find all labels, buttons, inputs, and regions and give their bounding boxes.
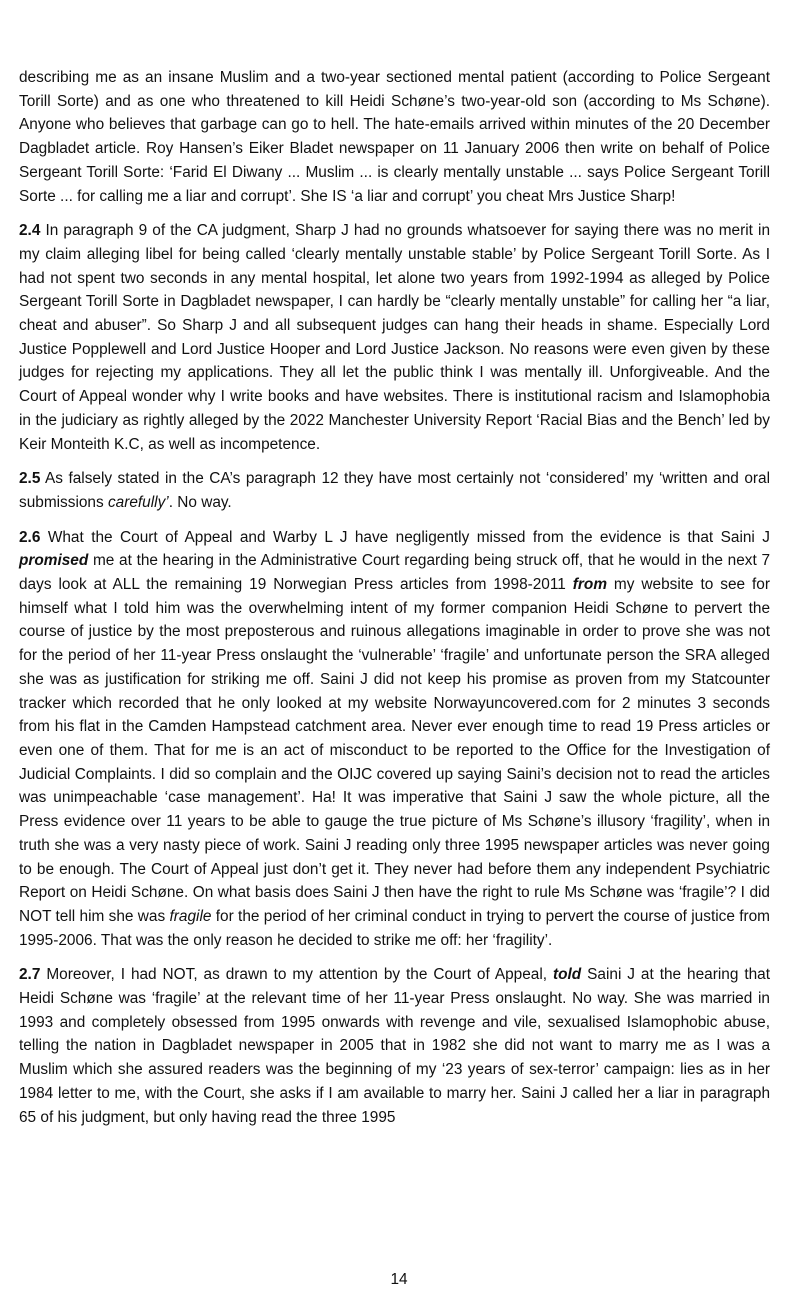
paragraph-text: . No way. (168, 493, 232, 511)
strong-emphasis (573, 576, 607, 593)
paragraph-text: for the period of her criminal conduct in trying to pervert the course of justice from 1995-2006. That was the only reason he decided to strike me off: her ‘fragility’. (19, 907, 770, 949)
paragraph-2-6 (19, 526, 770, 953)
paragraph-text: describing me as an insane Muslim and a two-year sectioned mental patient (according to Police Sergeant Torill Sorte) and as one who threatened to kill Heidi Schøne’s two-year-old son (according to Ms Schøne). Anyone who believes that garbage can go to hell. The hate-emails arrived within minutes of the 20 December Dagbladet article. Roy Hansen’s Eiker Bladet newspaper on 11 January 2006 then write on behalf of Police Sergeant Torill Sorte: ‘Farid El Diwany ... Muslim ... is clearly mentally unstable ... says Police Sergeant Torill Sorte ... for calling me a liar and corrupt’. She IS ‘a liar and corrupt’ you cheat Mrs Justice Sharp! (19, 69, 770, 205)
paragraph-number: 2.5 (19, 470, 41, 488)
emphasis-text: promised (19, 552, 89, 570)
italic-text: carefully’ (107, 493, 169, 511)
paragraph-text: What the Court of Appeal and Warby L J have negligently missed from the evidence is that Saini J (47, 528, 770, 546)
page-number: 14 (390, 1271, 408, 1288)
paragraph-2-4 (19, 219, 770, 456)
paragraph-text: my website to see for himself what I told him was the overwhelming intent of my former companion Heidi Schøne to pervert the course of justice by the most preposterous and ruinous allegations imaginable in order to prove she was not for the period of her 11-year Press onslaught the ‘vulnerable’ ‘fragile’ and unfortunate person the SRA alleged she was as justification for striking me off. Saini J did not keep his promise as proven from my Statcounter tracker which recorded that he only looked at my website Norwayuncovered.com for 2 minutes 3 seconds from his flat in the Camden Hampstead catchment area. Never ever enough time to read 19 Press articles or even one of them. That for me is an act of misconduct to be reported to the Office for the Investigation of Judicial Complaints. I did so complain and the OIJC covered up saying Saini’s decision not to read the articles was unimpeachable ‘case management’. Ha! It was imperative that Saini J saw the whole picture, all the Press evidence over 11 years to be able to gauge the true picture of Ms Schøne’s illusory ‘fragility’, when in truth she was a very nasty piece of work. Saini J reading only three 1995 newspaper articles was never going to be enough. The Court of Appeal just don’t get it. They never had before them any independent Psychiatric Report on Heidi Schøne. On what basis does Saini J then have the right to rule Ms Schøne was ‘fragile’? I did NOT tell him she was (19, 576, 770, 925)
paragraph-2-7 (19, 963, 770, 1129)
paragraph-text: me at the hearing in the Administrative Court regarding being struck off, that he would in the next 7 days look at ALL the remaining 19 Norwegian Press articles from 1998-2011 (19, 552, 770, 594)
strong-emphasis (19, 552, 88, 569)
paragraph-text: Moreover, I had NOT, as drawn to my attention by the Court of Appeal, (46, 966, 553, 984)
paragraph-text: As falsely stated in the CA’s paragraph 12 they have most certainly not ‘considered’ my ‘written and oral submissions (19, 470, 770, 511)
document-body (19, 66, 770, 1129)
paragraph-number: 2.4 (19, 222, 41, 240)
paragraph-2-5 (19, 467, 770, 514)
paragraph-continued (19, 66, 770, 208)
paragraph-number: 2.7 (19, 966, 41, 984)
emphasis-text: from (572, 576, 607, 594)
italic-text: fragile (169, 907, 212, 925)
strong-emphasis (553, 966, 581, 983)
paragraph-text: Saini J at the hearing that Heidi Schøne was ‘fragile’ at the relevant time of her 11-year Press onslaught. No way. She was married in 1993 and completely obsessed from 1995 onwards with revenge and vile, sexualised Islamophobic abuse, telling the nation in Dagbladet newspaper in 2005 that in 1982 she did not want to marry me as I was a Muslim which she assured readers was the beginning of my ‘23 years of sex-terror’ campaign: lies as in her 1984 letter to me, with the Court, she asks if I am available to marry her. Saini J called her a liar in paragraph 65 of his judgment, but only having read the three 1995 (19, 966, 770, 1126)
emphasis-text: told (552, 966, 582, 984)
paragraph-text: In paragraph 9 of the CA judgment, Sharp J had no grounds whatsoever for saying there was no merit in my claim alleging libel for being called ‘clearly mentally unstable stable’ by Police Sergeant Torill Sorte. As I had not spent two seconds in any mental hospital, let alone two years from 1992-1994 as alleged by Police Sergeant Torill Sorte in Dagbladet newspaper, I can hardly be “clearly mentally unstable” for calling her “a liar, cheat and abuser”. So Sharp J and all subsequent judges can hang their heads in shame. Especially Lord Justice Popplewell and Lord Justice Hooper and Lord Justice Jackson. No reasons were even given by these judges for rejecting my applications. They all let the public think I was mentally ill. Unforgiveable. And the Court of Appeal wonder why I write books and have websites. There is institutional racism and Islamophobia in the judiciary as rightly alleged by the 2022 Manchester University Report ‘Racial Bias and the Bench’ led by Keir Monteith K.C, as well as incompetence. (19, 222, 770, 453)
paragraph-number: 2.6 (19, 528, 41, 546)
